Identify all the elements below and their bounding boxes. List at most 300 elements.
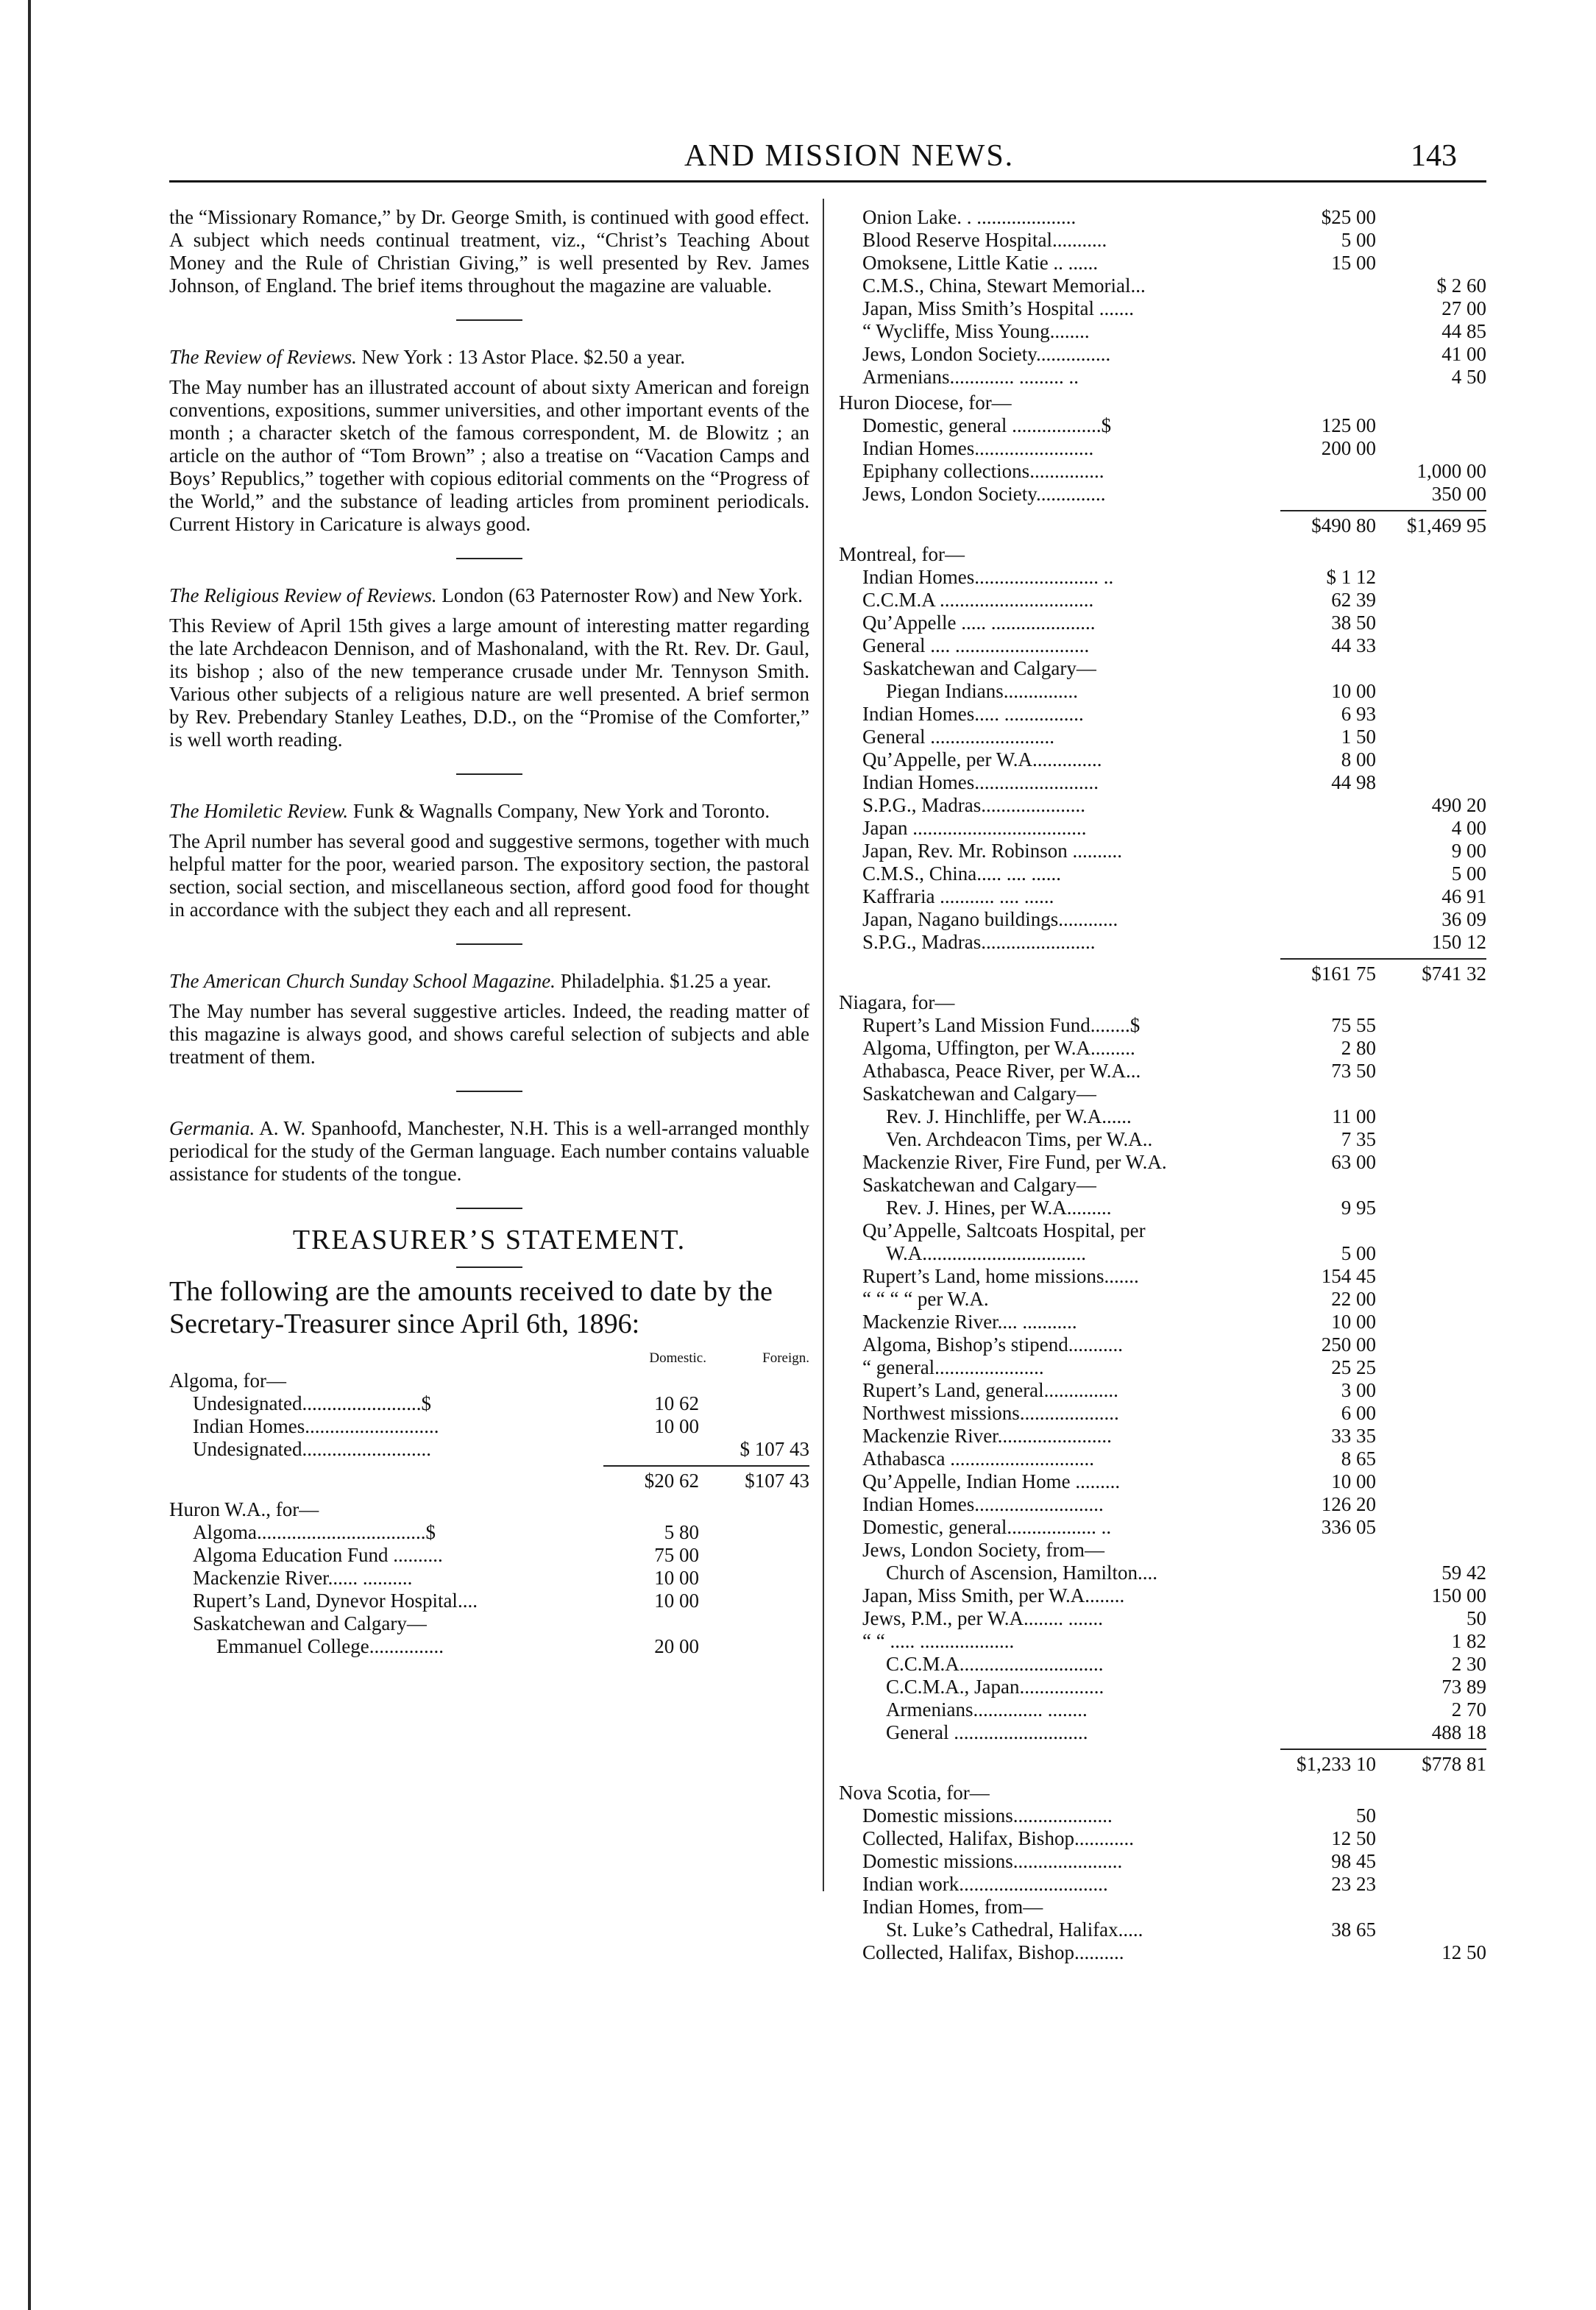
account-row [839,1516,1486,1539]
foreign-amount: 2 70 [1451,1698,1486,1721]
account-row [839,931,1486,954]
domestic-amount [1280,320,1376,343]
account-label: Algoma Education Fund .......... [193,1544,443,1566]
account-label: Algoma, for— [169,1370,286,1392]
foreign-amount: $ 107 43 [740,1438,809,1460]
account-label: C.M.S., China, Stewart Memorial... [862,274,1146,297]
account-label: Church of Ascension, Hamilton.... [886,1562,1157,1584]
review-publisher: Funk & Wagnalls Company, New York and Toronto. [348,800,770,822]
foreign-amount [1376,703,1486,726]
foreign-amount [1376,1174,1486,1197]
foreign-amount [1376,1379,1486,1402]
domestic-amount: 12 50 [1331,1827,1376,1849]
account-row [839,1105,1486,1128]
account-label [169,1465,603,1492]
running-title: AND MISSION NEWS. [684,139,1015,173]
domestic-amount: 10 00 [1331,1311,1376,1333]
domestic-amount: $161 75 [1280,958,1376,985]
foreign-amount [1376,771,1486,794]
foreign-amount [1376,1873,1486,1896]
account-label: Saskatchewan and Calgary— [862,1174,1096,1196]
account-row [839,1850,1486,1873]
account-column-headers [169,1350,809,1367]
account-label: Onion Lake. . .................... [862,206,1077,228]
domestic-amount: 44 33 [1331,634,1376,656]
domestic-amount [1280,1584,1376,1607]
foreign-amount [1376,1782,1486,1804]
account-label: Mackenzie River, Fire Fund, per W.A. [862,1151,1167,1173]
account-row [839,908,1486,931]
account-label: Ven. Archdeacon Tims, per W.A.. [886,1128,1153,1150]
domestic-amount: 8 65 [1341,1448,1376,1470]
review-citation [169,1117,809,1186]
review-citation [169,800,809,823]
domestic-amount: 6 93 [1341,703,1376,725]
domestic-amount [1280,343,1376,366]
account-row [839,437,1486,460]
foreign-amount: 1,000 00 [1416,460,1486,482]
foreign-amount [1376,1311,1486,1333]
account-label: Northwest missions.................... [862,1402,1119,1424]
account-row [839,794,1486,817]
domestic-amount: 10 00 [1331,1470,1376,1492]
foreign-amount [1376,1539,1486,1562]
domestic-column-header: Domestic. [649,1350,706,1366]
domestic-amount: 200 00 [1321,437,1376,459]
domestic-amount [1280,1676,1376,1698]
review-title: Germania. [169,1117,255,1139]
account-label: Indian Homes........................ [862,437,1094,459]
account-row [169,1438,809,1461]
foreign-amount [1376,1918,1486,1941]
account-row [839,1896,1486,1918]
foreign-amount [699,1392,809,1415]
domestic-amount: 9 95 [1341,1197,1376,1219]
domestic-amount [603,1612,699,1635]
account-row [839,1584,1486,1607]
domestic-amount: 25 25 [1331,1356,1376,1378]
account-label: St. Luke’s Cathedral, Halifax..... [886,1918,1143,1941]
account-row [839,1493,1486,1516]
domestic-amount: $490 80 [1280,510,1376,537]
account-label: Japan, Nagano buildings............ [862,908,1118,930]
account-row [839,1060,1486,1083]
account-label: Japan, Miss Smith’s Hospital ....... [862,297,1135,319]
account-label: Blood Reserve Hospital........... [862,229,1107,251]
account-label: Athabasca, Peace River, per W.A... [862,1060,1141,1082]
foreign-amount [1376,1425,1486,1448]
account-row [839,1242,1486,1265]
account-label: Montreal, for— [839,543,965,565]
account-row [839,1197,1486,1219]
domestic-amount: 23 23 [1331,1873,1376,1895]
domestic-amount: 7 35 [1341,1128,1376,1150]
foreign-amount [699,1544,809,1567]
account-label: Emmanuel College............... [216,1635,444,1657]
domestic-amount: 75 00 [654,1544,699,1566]
review-title: The Review of Reviews. [169,346,357,368]
foreign-amount [1376,1827,1486,1850]
foreign-amount: 12 50 [1441,1941,1486,1963]
foreign-amount: 27 00 [1441,297,1486,319]
account-label: Armenians.............. ........ [886,1698,1088,1721]
account-label: Saskatchewan and Calgary— [862,657,1096,679]
domestic-amount [1280,1896,1376,1918]
foreign-amount [1376,414,1486,437]
domestic-amount [1280,1174,1376,1197]
account-section-row [839,392,1486,414]
domestic-amount: 8 00 [1341,748,1376,770]
account-row [839,566,1486,589]
domestic-amount: 5 80 [664,1521,699,1543]
foreign-amount [1376,1037,1486,1060]
foreign-amount: 59 42 [1441,1562,1486,1584]
account-label: Mackenzie River...... .......... [193,1567,413,1589]
account-label: Indian work.............................. [862,1873,1108,1895]
domestic-amount: 11 00 [1332,1105,1376,1127]
account-label: “ general...................... [862,1356,1044,1378]
account-label: Jews, London Society............... [862,343,1111,365]
foreign-amount [1376,1128,1486,1151]
column-divider [823,199,824,1891]
account-label: Qu’Appelle, Indian Home ......... [862,1470,1121,1492]
account-row [169,1612,809,1635]
foreign-amount: 5 00 [1451,862,1486,885]
separator-rule [456,773,522,775]
account-row [839,206,1486,229]
review-title: The Religious Review of Reviews. [169,584,437,606]
account-label: Jews, London Society.............. [862,483,1106,505]
foreign-amount [1376,1105,1486,1128]
review-body: The May number has an illustrated account of about sixty American and foreign conventions, expositions, summer universities, and other important events of the month ; a character sketch of the famous correspondent, M. de Blowitz ; an article on the author of “Tom Brown” ; also a treatise on “Vacation Camps and Boys’ Republics,” together with copious editorial comments on the “Progress of the World,” and the substance of leading articles from prominent periodicals. Current History in Caricature is always good. [169,376,809,535]
foreign-amount [699,1521,809,1544]
account-label [839,510,1280,537]
foreign-amount [1376,1242,1486,1265]
domestic-amount: 10 00 [654,1567,699,1589]
foreign-amount [1376,680,1486,703]
right-column [839,206,1486,1964]
account-list-left [169,1370,809,1658]
account-row [839,1698,1486,1721]
domestic-amount [603,1370,699,1392]
foreign-amount [699,1612,809,1635]
account-row [169,1544,809,1567]
domestic-amount: 2 80 [1341,1037,1376,1059]
account-row [839,1804,1486,1827]
account-label: Mackenzie River....................... [862,1425,1112,1447]
account-label: Domestic missions...................... [862,1850,1123,1872]
account-row [839,1918,1486,1941]
foreign-amount [1376,1448,1486,1470]
account-row [839,862,1486,885]
running-header [169,124,1486,183]
account-row [839,1425,1486,1448]
foreign-amount: $1,469 95 [1376,510,1486,537]
account-label: General .... ........................... [862,634,1090,656]
review-entry [169,558,809,751]
domestic-amount: 6 00 [1341,1402,1376,1424]
account-row [839,1539,1486,1562]
foreign-amount [1376,612,1486,634]
foreign-amount: 488 18 [1431,1721,1486,1743]
account-label: Piegan Indians............... [886,680,1078,702]
domestic-amount: $1,233 10 [1280,1749,1376,1776]
separator-rule [456,319,522,321]
review-body: The May number has several suggestive articles. Indeed, the reading matter of this magazine is always good, and shows careful selection of subjects and able treatment of them. [169,1000,809,1068]
account-row [839,460,1486,483]
account-label: Mackenzie River.... ........... [862,1311,1077,1333]
account-row [839,703,1486,726]
account-label: Rupert’s Land, Dynevor Hospital.... [193,1590,478,1612]
domestic-amount: 1 50 [1341,726,1376,748]
domestic-amount: 10 00 [654,1415,699,1437]
treasurer-intro: The following are the amounts received to date by the Secretary-Treasurer since April 6th, 1896: [169,1276,773,1339]
domestic-amount [1280,908,1376,931]
account-label: Rupert’s Land, home missions....... [862,1265,1139,1287]
domestic-amount: 125 00 [1321,414,1376,436]
domestic-amount: 336 05 [1321,1516,1376,1538]
account-label: Kaffraria ........... .... ...... [862,885,1054,907]
account-label: S.P.G., Madras....................... [862,931,1096,953]
account-row [839,1037,1486,1060]
account-label: “ “ ..... ................... [862,1630,1015,1652]
foreign-amount [1376,1014,1486,1037]
foreign-amount [1376,1850,1486,1873]
page-number: 143 [1411,139,1457,173]
left-column [169,206,809,1658]
domestic-amount: 126 20 [1321,1493,1376,1515]
domestic-amount: 250 00 [1321,1333,1376,1356]
account-label: Japan, Rev. Mr. Robinson .......... [862,840,1122,862]
account-row [839,274,1486,297]
account-row [839,366,1486,389]
account-label: Qu’Appelle ..... ..................... [862,612,1096,634]
domestic-amount: $25 00 [1321,206,1376,228]
foreign-amount: 4 50 [1451,366,1486,388]
account-row [839,726,1486,748]
page-edge-rule [28,0,31,2310]
account-row [169,1567,809,1590]
domestic-amount: 50 [1356,1804,1376,1827]
account-row [839,634,1486,657]
foreign-amount [1376,1333,1486,1356]
foreign-amount [699,1498,809,1521]
foreign-amount [1376,1151,1486,1174]
account-label: S.P.G., Madras..................... [862,794,1086,816]
foreign-amount [1376,206,1486,229]
account-row [169,1392,809,1415]
foreign-amount [699,1635,809,1658]
domestic-amount: $ 1 12 [1326,566,1376,588]
foreign-amount: 2 30 [1451,1653,1486,1675]
foreign-amount: 44 85 [1441,320,1486,342]
review-publisher: A. W. Spanhoofd, Manchester, N.H. This is a well-arranged monthly periodical for the study of the German language. Each number contains valuable assistance for students of the tongue. [169,1117,809,1185]
foreign-amount: 490 20 [1431,794,1486,816]
domestic-amount [1280,991,1376,1014]
domestic-amount [1280,840,1376,862]
account-total-row [839,510,1486,537]
account-row [839,885,1486,908]
account-label: Epiphany collections............... [862,460,1104,482]
domestic-amount [1280,1630,1376,1653]
account-label [839,958,1280,985]
account-row [839,1311,1486,1333]
account-label: Algoma, Uffington, per W.A......... [862,1037,1135,1059]
domestic-amount: 62 39 [1331,589,1376,611]
foreign-amount: $778 81 [1376,1749,1486,1776]
account-label: Indian Homes......................... .. [862,566,1114,588]
account-row [839,840,1486,862]
account-label: Collected, Halifax, Bishop.......... [862,1941,1124,1963]
domestic-amount [1280,1083,1376,1105]
domestic-amount: 38 50 [1331,612,1376,634]
account-row [169,1415,809,1438]
foreign-amount [1376,437,1486,460]
account-row [839,771,1486,794]
domestic-amount [1280,366,1376,389]
domestic-amount: 22 00 [1331,1288,1376,1310]
domestic-amount [1280,1562,1376,1584]
account-label: Rev. J. Hinchliffe, per W.A...... [886,1105,1132,1127]
domestic-amount: 38 65 [1331,1918,1376,1941]
account-row [839,657,1486,680]
foreign-amount [1376,1493,1486,1516]
account-label: Domestic, general ..................$ [862,414,1112,436]
foreign-amount [1376,1470,1486,1493]
account-label: Indian Homes, from— [862,1896,1043,1918]
account-row [839,414,1486,437]
review-entry [169,1091,809,1186]
foreign-amount [1376,589,1486,612]
review-entry [169,943,809,1069]
account-row [839,1333,1486,1356]
account-label: Undesignated.......................... [193,1438,431,1460]
account-row [839,297,1486,320]
foreign-amount [1376,748,1486,771]
domestic-amount: 15 00 [1331,252,1376,274]
account-row [839,1470,1486,1493]
account-label: Collected, Halifax, Bishop............ [862,1827,1134,1849]
account-row [839,1265,1486,1288]
domestic-amount [1280,885,1376,908]
foreign-amount [1376,634,1486,657]
foreign-amount [1376,252,1486,274]
foreign-amount: $ 2 60 [1436,274,1486,297]
foreign-amount [1376,1896,1486,1918]
domestic-amount: 20 00 [654,1635,699,1657]
domestic-amount: 10 62 [654,1392,699,1414]
account-row [839,1653,1486,1676]
account-row [839,252,1486,274]
account-label: Algoma..................................$ [193,1521,436,1543]
account-label: Huron Diocese, for— [839,392,1012,414]
account-label: C.M.S., China..... .... ...... [862,862,1062,885]
domestic-amount [1280,460,1376,483]
foreign-amount [1376,1197,1486,1219]
domestic-amount [1280,1941,1376,1964]
domestic-amount: 98 45 [1331,1850,1376,1872]
account-label: Domestic missions.................... [862,1804,1113,1827]
foreign-amount [1376,1804,1486,1827]
account-label: Undesignated........................$ [193,1392,431,1414]
foreign-amount: 9 00 [1451,840,1486,862]
domestic-amount [1280,1698,1376,1721]
account-row [839,680,1486,703]
foreign-amount [699,1590,809,1612]
account-total-row [839,1749,1486,1776]
review-entry [169,773,809,921]
foreign-amount: 50 [1466,1607,1486,1629]
foreign-amount [1376,543,1486,566]
account-section-row [839,1782,1486,1804]
account-label: “ Wycliffe, Miss Young........ [862,320,1090,342]
account-label: Saskatchewan and Calgary— [193,1612,427,1634]
account-row [839,1379,1486,1402]
account-row [169,1590,809,1612]
domestic-amount [1280,1219,1376,1242]
domestic-amount: 75 55 [1331,1014,1376,1036]
treasurer-heading: TREASURER’S STATEMENT. [292,1225,687,1255]
account-row [839,1676,1486,1698]
account-row [839,748,1486,771]
review-publisher: London (63 Paternoster Row) and New York. [436,584,803,606]
account-row [839,1402,1486,1425]
foreign-amount [699,1567,809,1590]
review-citation [169,584,809,607]
account-label: Omoksene, Little Katie .. ...... [862,252,1099,274]
account-row [839,1941,1486,1964]
domestic-amount [1280,297,1376,320]
account-label: Indian Homes......................... [862,771,1099,793]
account-row [839,1562,1486,1584]
account-label: Indian Homes..... ................ [862,703,1084,725]
account-row [839,1448,1486,1470]
domestic-amount [603,1498,699,1521]
foreign-amount [1376,1356,1486,1379]
domestic-amount [603,1438,699,1461]
domestic-amount: 3 00 [1341,1379,1376,1401]
account-total-row [169,1465,809,1492]
separator-rule [456,1208,522,1209]
account-row [169,1521,809,1544]
domestic-amount [1280,1782,1376,1804]
foreign-amount [1376,726,1486,748]
account-label: General ........................... [886,1721,1088,1743]
domestic-amount [1280,274,1376,297]
review-entry [169,319,809,536]
review-citation [169,346,809,369]
account-label: Saskatchewan and Calgary— [862,1083,1096,1105]
domestic-amount: 44 98 [1331,771,1376,793]
account-section-row [839,543,1486,566]
foreign-amount: $741 32 [1376,958,1486,985]
separator-rule [456,943,522,945]
account-label: C.C.M.A............................. [886,1653,1104,1675]
account-row [839,1607,1486,1630]
account-row [169,1635,809,1658]
foreign-amount [1376,1402,1486,1425]
foreign-amount [1376,991,1486,1014]
account-section-row [169,1370,809,1392]
foreign-amount: 36 09 [1441,908,1486,930]
account-row [839,1014,1486,1037]
account-row [839,1174,1486,1197]
foreign-amount [1376,566,1486,589]
account-row [839,1721,1486,1744]
account-label: Athabasca ............................. [862,1448,1094,1470]
foreign-amount: 150 12 [1431,931,1486,953]
account-row [839,1873,1486,1896]
